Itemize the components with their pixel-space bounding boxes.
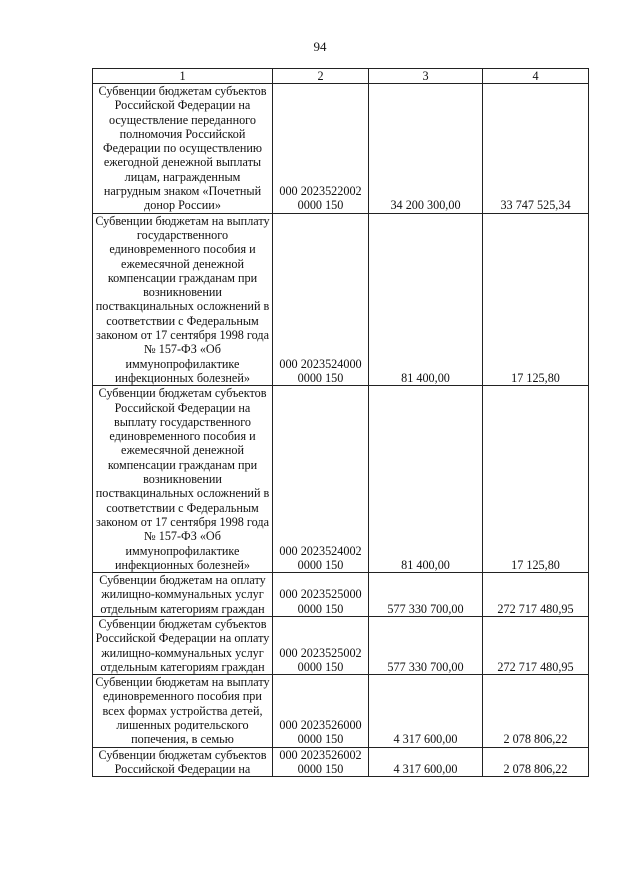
row-plan: 577 330 700,00 <box>369 616 483 674</box>
row-name: Субвенции бюджетам субъектов Российской Федерации на осуществление переданного полномочия Российской Федерации по осуществлению ежегодной денежной выплаты лицам, награжденным нагрудным знаком «Почетный донор России» <box>93 84 273 214</box>
table-row <box>93 386 589 573</box>
row-actual: 2 078 806,22 <box>483 747 589 777</box>
row-actual: 2 078 806,22 <box>483 675 589 747</box>
row-name: Субвенции бюджетам на оплату жилищно-коммунальных услуг отдельным категориям граждан <box>93 573 273 617</box>
row-actual: 17 125,80 <box>483 213 589 386</box>
row-plan: 81 400,00 <box>369 213 483 386</box>
row-name: Субвенции бюджетам субъектов Российской Федерации на выплату государственного единовременного пособия и ежемесячной денежной компенсации гражданам при возникновении поствакцинальных осложнений в соответствии с Федеральным законом от 17 сентября 1998 года № 157-ФЗ «Об иммунопрофилактике инфекционных болезней» <box>93 386 273 573</box>
table-row <box>93 747 589 777</box>
row-code: 000 2023524000 0000 150 <box>273 213 369 386</box>
row-plan: 577 330 700,00 <box>369 573 483 617</box>
column-header-1: 1 <box>93 69 273 84</box>
row-code: 000 2023525002 0000 150 <box>273 616 369 674</box>
row-code: 000 2023525000 0000 150 <box>273 573 369 617</box>
row-plan: 4 317 600,00 <box>369 675 483 747</box>
table-row <box>93 573 589 617</box>
row-code: 000 2023526000 0000 150 <box>273 675 369 747</box>
table-header-row <box>93 69 589 84</box>
table-row <box>93 84 589 214</box>
row-plan: 81 400,00 <box>369 386 483 573</box>
row-code: 000 2023524002 0000 150 <box>273 386 369 573</box>
row-actual: 33 747 525,34 <box>483 84 589 214</box>
row-plan: 4 317 600,00 <box>369 747 483 777</box>
page-number: 94 <box>313 39 327 54</box>
table-row <box>93 213 589 386</box>
row-actual: 17 125,80 <box>483 386 589 573</box>
column-header-2: 2 <box>273 69 369 84</box>
row-actual: 272 717 480,95 <box>483 573 589 617</box>
row-actual: 272 717 480,95 <box>483 616 589 674</box>
budget-table <box>92 68 589 777</box>
row-code: 000 2023526002 0000 150 <box>273 747 369 777</box>
row-name: Субвенции бюджетам субъектов Российской Федерации на оплату жилищно-коммунальных услуг отдельным категориям граждан <box>93 616 273 674</box>
table-row <box>93 675 589 747</box>
row-name: Субвенции бюджетам на выплату государственного единовременного пособия и ежемесячной денежной компенсации гражданам при возникновении поствакцинальных осложнений в соответствии с Федеральным законом от 17 сентября 1998 года № 157-ФЗ «Об иммунопрофилактике инфекционных болезней» <box>93 213 273 386</box>
table-row <box>93 616 589 674</box>
row-name: Субвенции бюджетам на выплату единовременного пособия при всех формах устройства детей, лишенных родительского попечения, в семью <box>93 675 273 747</box>
row-code: 000 2023522002 0000 150 <box>273 84 369 214</box>
row-name: Субвенции бюджетам субъектов Российской Федерации на <box>93 747 273 777</box>
column-header-4: 4 <box>483 69 589 84</box>
column-header-3: 3 <box>369 69 483 84</box>
row-plan: 34 200 300,00 <box>369 84 483 214</box>
